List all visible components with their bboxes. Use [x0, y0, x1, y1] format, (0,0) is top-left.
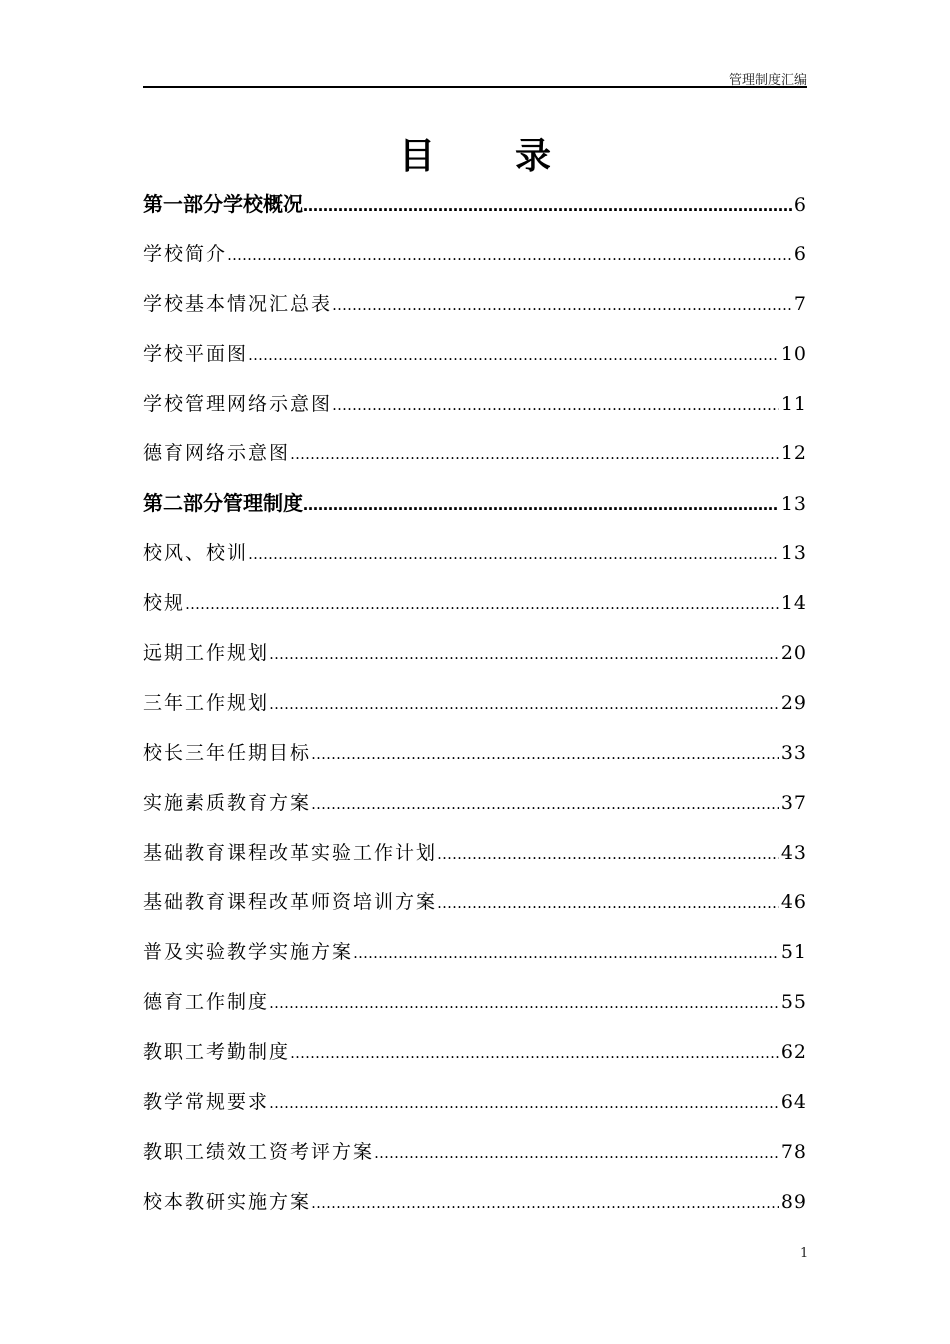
toc-entry-label: 基础教育课程改革实验工作计划: [143, 841, 438, 864]
toc-leader-dots: [248, 529, 779, 580]
toc-entry-page: 14: [780, 592, 807, 615]
toc-entry-page: 20: [780, 642, 807, 665]
toc-entry-label: 学校基本情况汇总表: [143, 292, 333, 315]
page-number: 1: [800, 1246, 809, 1261]
toc-entry[interactable]: [143, 629, 807, 679]
toc-leader-dots: [311, 1178, 779, 1229]
toc-entry-label: 实施素质教育方案: [143, 791, 312, 814]
table-of-contents: [143, 180, 807, 1228]
toc-title-left: 目: [398, 136, 435, 177]
toc-entry-page: 78: [780, 1140, 807, 1163]
toc-entry[interactable]: [143, 829, 807, 879]
toc-entry-label: 远期工作规划: [143, 642, 270, 665]
toc-entry-page: 46: [780, 891, 807, 914]
toc-leader-dots: [311, 779, 779, 830]
toc-leader-dots: [248, 330, 779, 381]
toc-entry-page: 37: [780, 791, 807, 814]
toc-entry-label: 三年工作规划: [143, 691, 270, 714]
toc-part-heading[interactable]: [143, 479, 807, 529]
toc-entry[interactable]: [143, 230, 807, 280]
toc-entry-label: 第一部分学校概况: [143, 192, 303, 216]
toc-leader-dots: [269, 978, 779, 1029]
toc-entry[interactable]: [143, 978, 807, 1028]
toc-entry-label: 教职工考勤制度: [143, 1041, 291, 1064]
toc-leader-dots: [303, 479, 779, 531]
toc-leader-dots: [332, 280, 792, 331]
toc-entry-page: 7: [793, 292, 807, 315]
toc-entry[interactable]: [143, 1178, 807, 1228]
toc-part-heading[interactable]: [143, 180, 807, 230]
toc-entry[interactable]: [143, 679, 807, 729]
header-rule: [143, 86, 807, 88]
toc-entry-page: 6: [793, 194, 807, 216]
toc-entry[interactable]: [143, 280, 807, 330]
toc-entry-page: 43: [780, 841, 807, 864]
running-header: 管理制度汇编: [728, 73, 807, 88]
toc-entry-page: 33: [780, 741, 807, 764]
toc-entry-page: 12: [780, 442, 807, 465]
toc-entry-page: 29: [780, 691, 807, 714]
toc-entry[interactable]: [143, 1028, 807, 1078]
toc-entry-label: 德育工作制度: [143, 991, 270, 1014]
toc-entry[interactable]: [143, 330, 807, 380]
toc-entry-page: 10: [780, 342, 807, 365]
toc-leader-dots: [269, 679, 779, 730]
toc-entry[interactable]: [143, 878, 807, 928]
toc-leader-dots: [374, 1128, 779, 1179]
toc-leader-dots: [437, 878, 779, 929]
toc-entry[interactable]: [143, 429, 807, 479]
toc-leader-dots: [185, 579, 779, 630]
toc-entry[interactable]: [143, 779, 807, 829]
toc-entry-page: 64: [780, 1091, 807, 1114]
toc-entry[interactable]: [143, 1128, 807, 1178]
toc-entry-label: 第二部分管理制度: [143, 491, 303, 516]
toc-entry[interactable]: [143, 579, 807, 629]
toc-entry-label: 学校平面图: [143, 342, 249, 365]
toc-leader-dots: [269, 1078, 779, 1129]
toc-title-right: 录: [515, 136, 552, 177]
toc-entry-page: 13: [780, 542, 807, 565]
toc-entry-label: 校本教研实施方案: [143, 1190, 312, 1213]
toc-leader-dots: [311, 729, 779, 780]
toc-leader-dots: [332, 380, 779, 431]
toc-entry-page: 13: [780, 493, 807, 516]
toc-entry-label: 教职工绩效工资考评方案: [143, 1140, 375, 1163]
toc-entry-page: 6: [793, 242, 807, 265]
toc-entry-label: 校长三年任期目标: [143, 741, 312, 764]
toc-entry-page: 62: [780, 1041, 807, 1064]
toc-entry-label: 校规: [143, 592, 186, 615]
toc-entry-label: 基础教育课程改革师资培训方案: [143, 891, 438, 914]
toc-entry[interactable]: [143, 1078, 807, 1128]
toc-entry-label: 校风、校训: [143, 542, 249, 565]
toc-entry-page: 11: [780, 392, 807, 415]
toc-entry[interactable]: [143, 380, 807, 430]
toc-leader-dots: [227, 230, 792, 281]
toc-leader-dots: [290, 429, 779, 480]
toc-entry[interactable]: [143, 928, 807, 978]
toc-leader-dots: [437, 829, 779, 880]
toc-entry-label: 普及实验教学实施方案: [143, 941, 354, 964]
toc-entry-page: 51: [780, 941, 807, 964]
toc-entry-label: 学校简介: [143, 242, 228, 265]
toc-leader-dots: [290, 1028, 779, 1079]
toc-entry-label: 教学常规要求: [143, 1091, 270, 1114]
toc-leader-dots: [269, 629, 779, 680]
toc-entry-label: 德育网络示意图: [143, 442, 291, 465]
toc-entry-page: 55: [780, 991, 807, 1014]
toc-title: [0, 128, 950, 179]
toc-leader-dots: [353, 928, 779, 979]
toc-entry[interactable]: [143, 529, 807, 579]
toc-entry[interactable]: [143, 729, 807, 779]
toc-entry-page: 89: [780, 1190, 807, 1213]
toc-leader-dots: [303, 180, 792, 232]
toc-entry-label: 学校管理网络示意图: [143, 392, 333, 415]
